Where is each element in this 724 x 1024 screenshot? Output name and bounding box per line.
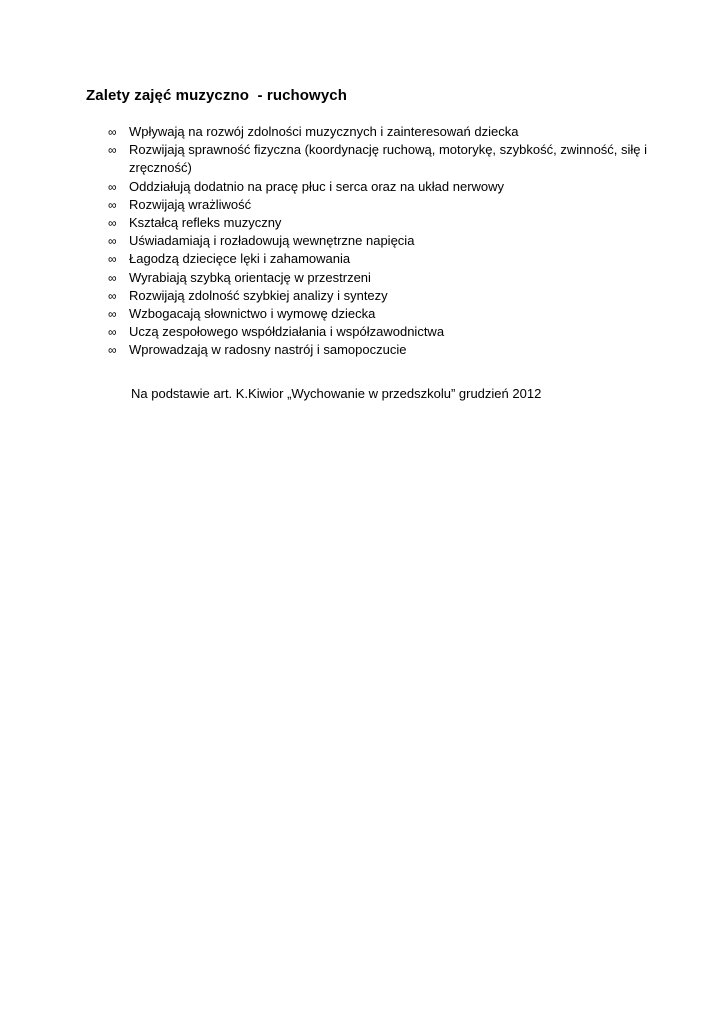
- list-item-text: Oddziałują dodatnio na pracę płuc i serca oraz na układ nerwowy: [129, 178, 505, 194]
- document-title: Zalety zajęć muzyczno - ruchowych: [86, 87, 347, 104]
- list-item-text: Wprowadzają w radosny nastrój i samopoczucie: [129, 342, 407, 358]
- infinity-bullet-icon: ∞: [108, 270, 117, 285]
- list-item-text: Rozwijają wrażliwość: [129, 196, 252, 212]
- list-item: [108, 250, 648, 268]
- list-item-text: Wyrabiają szybką orientację w przestrzeni: [129, 269, 371, 285]
- infinity-bullet-icon: ∞: [108, 216, 117, 231]
- infinity-bullet-icon: ∞: [108, 143, 117, 158]
- list-item-text: Wpływają na rozwój zdolności muzycznych i zainteresowań dziecka: [129, 124, 519, 139]
- list-item-text: Rozwijają sprawność fizyczna (koordynację ruchową, motorykę, szybkość, zwinność, siłę i zręczność): [129, 142, 648, 176]
- infinity-bullet-icon: ∞: [108, 288, 117, 303]
- infinity-bullet-icon: ∞: [108, 197, 117, 212]
- list-item-text: Kształcą refleks muzyczny: [129, 215, 282, 231]
- list-item-text: Łagodzą dziecięce lęki i zahamowania: [129, 251, 351, 267]
- list-item: [108, 123, 648, 141]
- infinity-bullet-icon: ∞: [108, 343, 117, 358]
- list-item: [108, 269, 648, 287]
- list-item-text: Uczą zespołowego współdziałania i współzawodnictwa: [129, 324, 445, 340]
- list-item-text: Wzbogacają słownictwo i wymowę dziecka: [129, 306, 376, 322]
- list-item: [108, 178, 648, 196]
- infinity-bullet-icon: ∞: [108, 179, 117, 194]
- list-item: [108, 341, 648, 359]
- list-item: [108, 287, 648, 305]
- list-item: [108, 323, 648, 341]
- list-item: [108, 305, 648, 323]
- list-item: [108, 232, 648, 250]
- infinity-bullet-icon: ∞: [108, 125, 117, 139]
- list-item: [108, 141, 648, 177]
- source-citation: Na podstawie art. K.Kiwior „Wychowanie w przedszkolu” grudzień 2012: [131, 386, 542, 401]
- list-item-text: Uświadamiają i rozładowują wewnętrzne napięcia: [129, 233, 415, 249]
- list-item-text: Rozwijają zdolność szybkiej analizy i syntezy: [129, 287, 388, 303]
- infinity-bullet-icon: ∞: [108, 325, 117, 340]
- infinity-bullet-icon: ∞: [108, 234, 117, 249]
- list-item: [108, 214, 648, 232]
- infinity-bullet-icon: ∞: [108, 307, 117, 322]
- benefits-list: [108, 123, 648, 360]
- list-item: [108, 196, 648, 214]
- infinity-bullet-icon: ∞: [108, 252, 117, 267]
